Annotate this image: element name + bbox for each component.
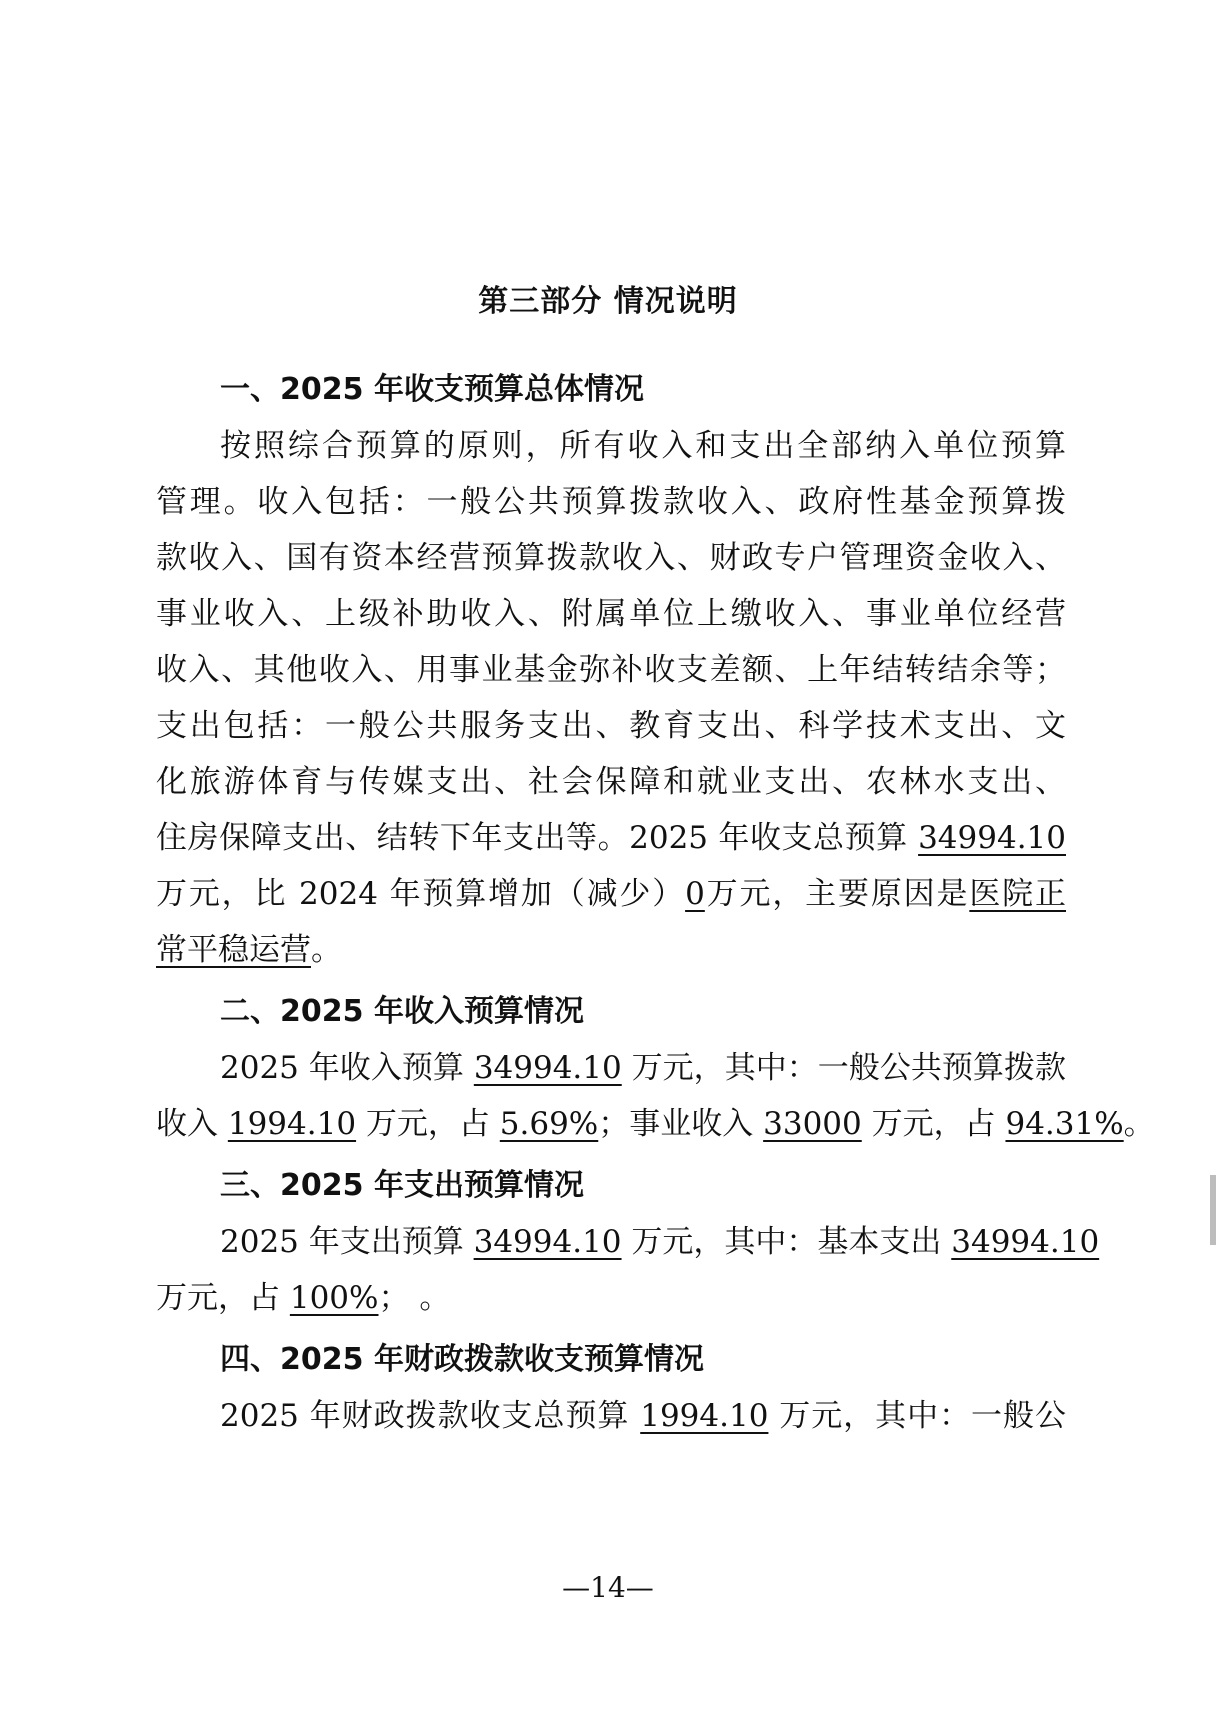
section-1-line-9: 万元，比 2024 年预算增加（减少）0万元，主要原因是医院正 [156,876,1066,912]
section-4-line-1: 2025 年财政拨款收支总预算 1994.10 万元，其中：一般公 [220,1398,1066,1434]
section-3-heading: 三、2025 年支出预算情况 [220,1168,584,1203]
section-1-line-10: 常平稳运营。 [156,932,342,968]
budget-change-value: 0 [685,876,705,912]
section-1-line-7: 化旅游体育与传媒支出、社会保障和就业支出、农林水支出、 [156,764,1066,800]
section-1-line-8: 住房保障支出、结转下年支出等。2025 年收支总预算 34994.10 [156,820,1066,856]
section-3-line-1: 2025 年支出预算 34994.10 万元，其中：基本支出 34994.10 [220,1224,1100,1260]
section-1-line-5: 收入、其他收入、用事业基金弥补收支差额、上年结转结余等； [156,652,1066,688]
basic-expenditure-value: 34994.10 [951,1224,1100,1260]
section-1-line-4: 事业收入、上级补助收入、附属单位上缴收入、事业单位经营 [156,596,1066,632]
change-reason-part-1: 医院正 [969,876,1066,912]
general-budget-income-value: 1994.10 [227,1106,357,1142]
expenditure-total-value: 34994.10 [473,1224,622,1260]
section-1-line-1: 按照综合预算的原则，所有收入和支出全部纳入单位预算 [220,428,1066,464]
section-1-line-2: 管理。收入包括：一般公共预算拨款收入、政府性基金预算拨 [156,484,1066,520]
fiscal-appropriation-total-value: 1994.10 [640,1398,769,1434]
section-2-heading: 二、2025 年收入预算情况 [220,994,584,1029]
section-1-line-3: 款收入、国有资本经营预算拨款收入、财政专户管理资金收入、 [156,540,1066,576]
general-budget-income-pct: 5.69% [499,1106,599,1142]
basic-expenditure-pct: 100% [289,1280,379,1316]
page-title: 第三部分 情况说明 [478,284,738,319]
section-4-heading: 四、2025 年财政拨款收支预算情况 [220,1342,704,1377]
total-budget-value: 34994.10 [918,820,1066,856]
section-1-line-6: 支出包括：一般公共服务支出、教育支出、科学技术支出、文 [156,708,1066,744]
business-income-pct: 94.31% [1005,1106,1124,1142]
page-edge-mark [1210,1175,1216,1245]
change-reason-part-2: 常平稳运营 [156,932,311,968]
section-3-line-2: 万元，占 100%； 。 [156,1280,451,1316]
section-2-line-2: 收入 1994.10 万元，占 5.69%；事业收入 33000 万元，占 94.31%。 [156,1106,1155,1142]
income-total-value: 34994.10 [473,1050,622,1086]
page-number: —14— [562,1571,654,1604]
section-2-line-1: 2025 年收入预算 34994.10 万元，其中：一般公共预算拨款 [220,1050,1066,1086]
business-income-value: 33000 [763,1106,862,1142]
section-1-heading: 一、2025 年收支预算总体情况 [220,372,644,407]
